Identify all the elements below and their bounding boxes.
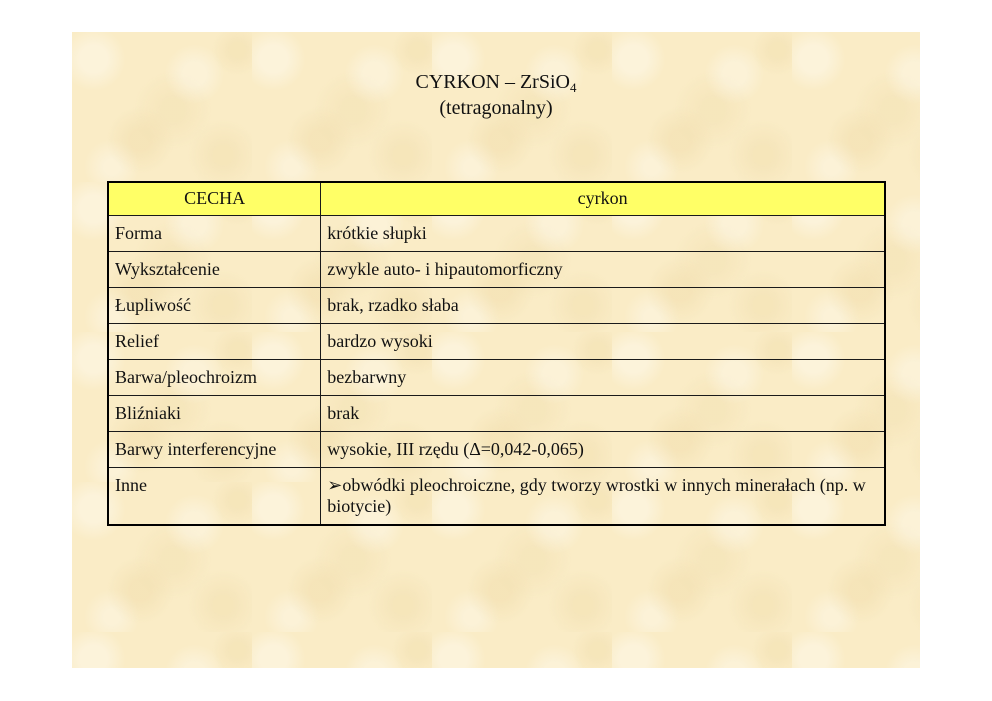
row-value: brak	[321, 396, 885, 432]
title-main: CYRKON – ZrSiO	[415, 71, 570, 93]
row-value: bezbarwny	[321, 360, 885, 396]
row-value: krótkie słupki	[321, 216, 885, 252]
table-row	[108, 288, 885, 324]
row-property: Łupliwość	[108, 288, 321, 324]
row-property: Wykształcenie	[108, 252, 321, 288]
table-row	[108, 360, 885, 396]
table-row	[108, 252, 885, 288]
row-property: Barwy interferencyjne	[108, 432, 321, 468]
title-subscript: 4	[569, 80, 577, 95]
row-value: wysokie, III rzędu (Δ=0,042-0,065)	[321, 432, 885, 468]
header-cecha: CECHA	[108, 182, 321, 216]
table-row	[108, 432, 885, 468]
row-value: zwykle auto- i hipautomorficzny	[321, 252, 885, 288]
slide-title	[72, 69, 920, 95]
header-mineral: cyrkon	[321, 182, 885, 216]
table-row	[108, 396, 885, 432]
table-header-row	[108, 182, 885, 216]
table-row	[108, 216, 885, 252]
properties-table	[107, 181, 886, 526]
row-value: bardzo wysoki	[321, 324, 885, 360]
row-value: brak, rzadko słaba	[321, 288, 885, 324]
row-value: ➢obwódki pleochroiczne, gdy tworzy wrostki w innych minerałach (np. w biotycie)	[321, 468, 885, 526]
slide	[72, 32, 920, 668]
row-property: Forma	[108, 216, 321, 252]
row-property: Barwa/pleochroizm	[108, 360, 321, 396]
row-property: Relief	[108, 324, 321, 360]
slide-subtitle: (tetragonalny)	[439, 97, 553, 119]
row-property: Bliźniaki	[108, 396, 321, 432]
row-property: Inne	[108, 468, 321, 526]
table-row	[108, 468, 885, 526]
table-row	[108, 324, 885, 360]
